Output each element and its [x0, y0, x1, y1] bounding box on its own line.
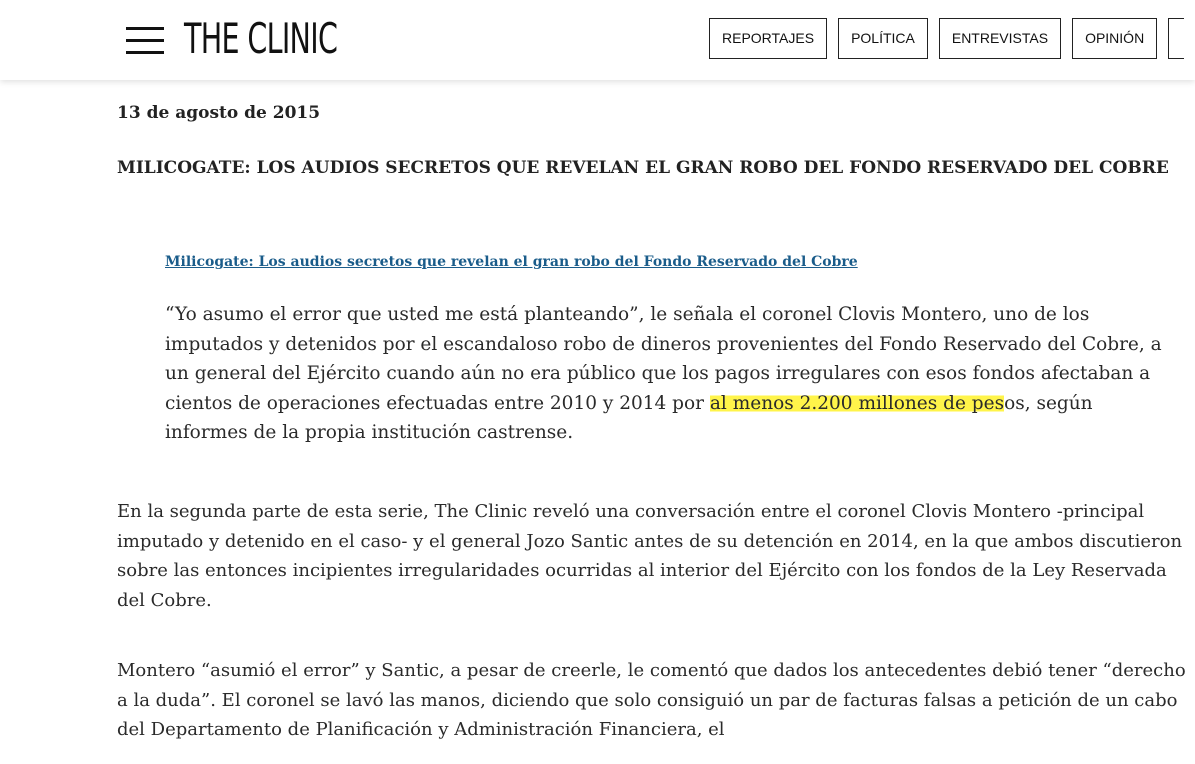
main-nav — [709, 18, 1195, 59]
menu-bar — [126, 27, 164, 30]
nav-entrevistas[interactable]: ENTREVISTAS — [939, 18, 1061, 59]
site-logo[interactable]: THE CLINIC — [184, 14, 338, 63]
quote-text-end: os, según informes de la propia institución castrense. — [165, 392, 1093, 443]
hamburger-menu-icon[interactable] — [126, 27, 164, 55]
article-date: 13 de agosto de 2015 — [117, 103, 321, 123]
nav-opinion[interactable]: OPINIÓN — [1072, 18, 1157, 59]
nav-politica[interactable]: POLÍTICA — [838, 18, 928, 59]
article-paragraph: En la segunda parte de esta serie, The Clinic reveló una conversación entre el coronel Clovis Montero -principal imputado y detenido en el caso- y el general Jozo Santic antes de su detención en 2014, en la que ambos discutieron sobre las entonces incipientes irregularidades ocurridas al interior del Ejército con los fondos de la Ley Reservada del Cobre. — [117, 501, 1183, 611]
menu-bar — [126, 51, 164, 54]
blockquote — [165, 300, 1165, 448]
menu-bar — [126, 39, 164, 42]
quote-text: “Yo asumo el error que usted me está planteando”, le señala el coronel Clovis Montero, uno de los imputados y detenidos por el escandaloso robo de dineros provenientes del Fondo Reservado del Cobre, a un general del Ejército cuando aún no era público que los pagos irregulares con esos fondos afectaban a cientos de operaciones efectuadas entre 2010 y 2014 por — [165, 304, 1162, 414]
highlighted-text: al menos 2.200 millones de pes — [709, 392, 1005, 414]
related-article-link[interactable]: Milicogate: Los audios secretos que revelan el gran robo del Fondo Reservado del Cobre — [165, 254, 858, 270]
article-paragraph: Montero “asumió el error” y Santic, a pesar de creerle, le comentó que dados los antecedentes debió tener “derecho a la duda”. El coronel se lavó las manos, diciendo que solo consiguió un par de facturas falsas a petición de un cabo del Departamento de Planificación y Administración Financiera, el — [117, 660, 1186, 740]
nav-more[interactable] — [1168, 18, 1184, 59]
nav-reportajes[interactable]: REPORTAJES — [709, 18, 827, 59]
article-headline: MILICOGATE: LOS AUDIOS SECRETOS QUE REVELAN EL GRAN ROBO DEL FONDO RESERVADO DEL COBRE — [117, 158, 1169, 178]
site-header — [0, 0, 1195, 80]
